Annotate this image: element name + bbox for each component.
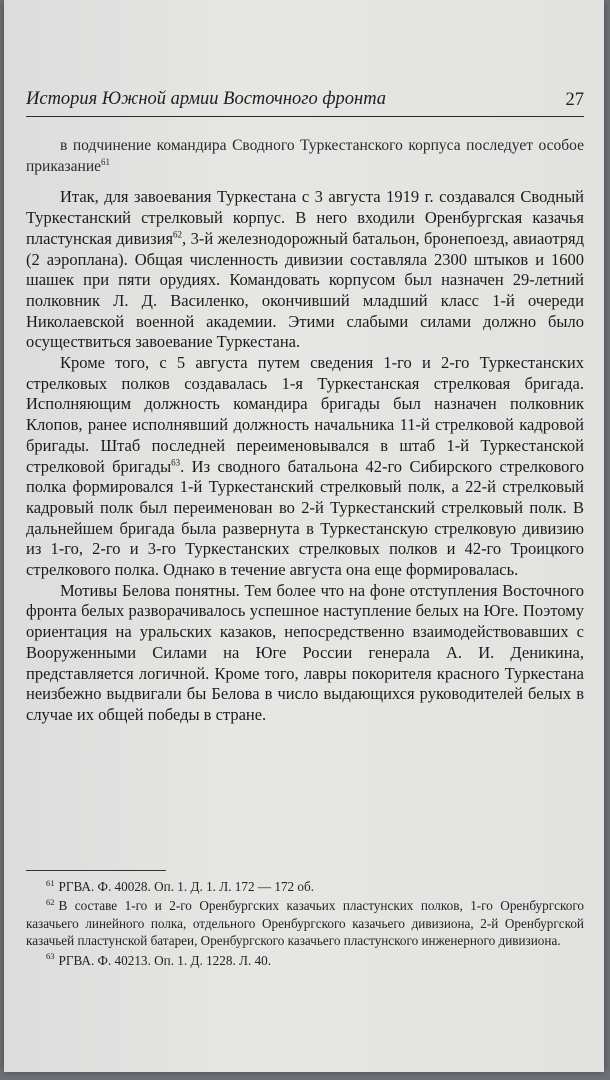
running-header-title: История Южной армии Восточного фронта [26, 89, 387, 109]
main-text [26, 136, 584, 726]
footnote: $^{63}$ РГВА. Ф. 40213. Оп. 1. Д. 1228. Л. 40. [46, 951, 272, 968]
footnote: $^{61}$ РГВА. Ф. 40028. Оп. 1. Д. 1. Л. 172 — 172 об. [46, 877, 315, 894]
running-header [26, 86, 584, 117]
footnote-ref: 63 [171, 457, 181, 468]
paragraph: Итак, для завоевания Туркестана с 3 августа 1919 г. создавался Сводный Туркестанский стрелковый корпус. В него входили Оренбургская казачья пластунская дивизия$^{62}$, 3-й железнодорожный батальон, бронепоезд, авиаотряд (2 аэроплана). Общая численность дивизии составляла 2300 штыков и 1600 шашек при пяти орудиях. Командовать корпусом был назначен 29-летний полковник Л. Д. Василенко, окончивший младший класс 1-й очереди Николаевской военной академии. Этими слабыми силами должно было осуществиться завоевание Туркестана. [26, 187, 584, 352]
footnote-ref: 61 [101, 156, 110, 167]
footnote-divider [26, 870, 166, 871]
footnote-ref: 62 [173, 229, 183, 240]
page-number: 27 [565, 90, 584, 110]
footnotes [26, 878, 584, 971]
book-page [4, 0, 604, 1072]
footnote: $^{62}$ В составе 1-го и 2-го Оренбургских казачьих пластунских полков, 1-го Оренбургского казачьего линейного полка, отдельного Оренбургского казачьего дивизиона, 2-й Оренбургской казачьей пластунской батареи, Оренбургского казачьего пластунского инженерного дивизиона. [26, 897, 584, 949]
paragraph-continuation: в подчинение командира Сводного Туркестанского корпуса последует особое приказание$^{61}$ [26, 137, 584, 175]
paragraph: Мотивы Белова понятны. Тем более что на фоне отступления Восточного фронта белых разворачивалось успешное наступление белых на Юге. Поэтому ориентация на уральских казаков, непосредственно взаимодействовавших с Вооруженными Силами на Юге России генерала А. И. Деникина, представляется логичной. Кроме того, лавры покорителя красного Туркестана неизбежно выдвигали бы Белова в число выдающихся руководителей белых в случае их общей победы в стране. [26, 580, 584, 724]
paragraph: Кроме того, с 5 августа путем сведения 1-го и 2-го Туркестанских стрелковых полков создавалась 1-я Туркестанская стрелковая бригада. Исполняющим должность командира бригады был назначен полковник Клопов, ранее исполнявший должность начальника 11-й стрелковой кадровой бригады. Штаб последней переименовывался в штаб 1-й Туркестанской стрелковой бригады$^{63}$. Из сводного батальона 42-го Сибирского стрелкового полка формировался 1-й Туркестанский стрелковый полк, а 22-й стрелковый кадровый полк был переименован во 2-й Туркестанский стрелковый полк. В дальнейшем бригада была развернута в Туркестанскую стрелковую дивизию из 1-го, 2-го и 3-го Туркестанских стрелковых полков и 42-го Троицкого стрелкового полка. Однако в течение августа она еще формировалась. [26, 353, 585, 580]
